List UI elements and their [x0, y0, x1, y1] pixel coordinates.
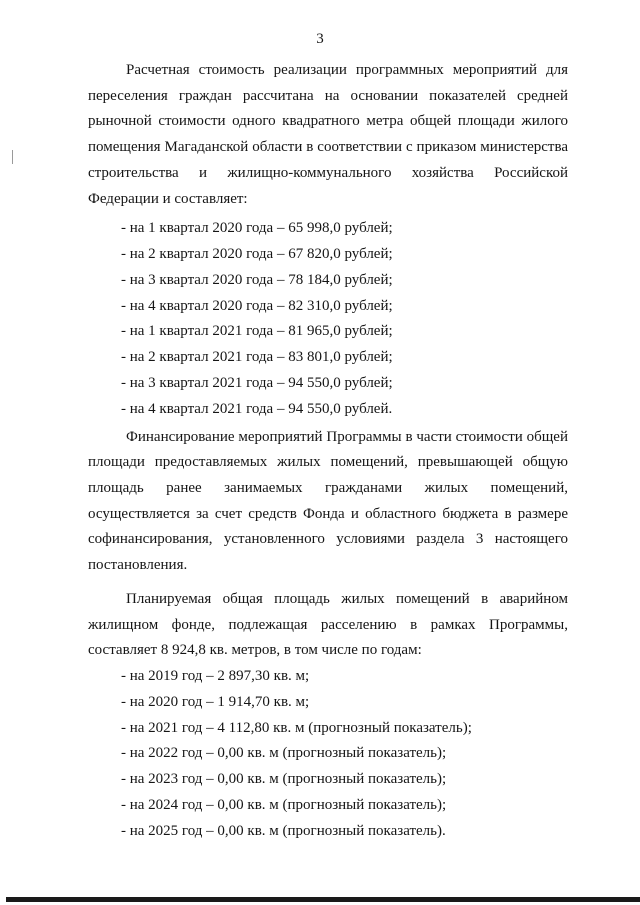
cost-list-item: - на 4 квартал 2021 года – 94 550,0 рублей.: [121, 400, 393, 417]
cost-list-item: - на 2 квартал 2021 года – 83 801,0 рублей;: [121, 349, 393, 366]
paragraph-financing: Финансирование мероприятий Программы в части стоимости общей площади предоставляемых жилых помещений, превышающей общую площадь ранее занимаемых гражданами жилых помещений, осуществляется за счет средств Фонда и областного бюджета в размере софинансирования, установленного условиями раздела 3 настоящего постановления.: [88, 428, 568, 574]
cost-list-item: - на 1 квартал 2021 года – 81 965,0 рублей;: [121, 323, 393, 340]
document-body: [88, 58, 568, 845]
paragraph-planned-area: Планируемая общая площадь жилых помещений в аварийном жилищном фонде, подлежащая расселению в рамках Программы, составляет 8 924,8 кв. метров, в том числе по годам:: [88, 590, 568, 659]
area-list-item: - на 2019 год – 2 897,30 кв. м;: [121, 667, 310, 684]
cost-list-item: - на 4 квартал 2020 года – 82 310,0 рублей;: [121, 297, 393, 314]
bottom-border-line: [6, 897, 640, 902]
area-list-item: - на 2023 год – 0,00 кв. м (прогнозный показатель);: [121, 771, 447, 788]
cost-list-item: - на 1 квартал 2020 года – 65 998,0 рублей;: [121, 220, 393, 237]
area-list-item: - на 2021 год – 4 112,80 кв. м (прогнозный показатель);: [121, 719, 472, 736]
cost-list: [88, 216, 568, 422]
cost-list-item: - на 3 квартал 2020 года – 78 184,0 рублей;: [121, 271, 393, 288]
scan-edge-mark: [12, 150, 13, 164]
page-number: 3: [316, 31, 324, 47]
area-list-item: - на 2025 год – 0,00 кв. м (прогнозный показатель).: [121, 822, 446, 839]
cost-list-item: - на 3 квартал 2021 года – 94 550,0 рублей;: [121, 375, 393, 391]
cost-list-item: - на 2 квартал 2020 года – 67 820,0 рублей;: [121, 246, 393, 263]
area-list-item: - на 2022 год – 0,00 кв. м (прогнозный показатель);: [121, 745, 447, 762]
area-list-item: - на 2020 год – 1 914,70 кв. м;: [121, 693, 310, 710]
area-list: [88, 664, 568, 845]
area-list-item: - на 2024 год – 0,00 кв. м (прогнозный показатель);: [121, 796, 447, 813]
paragraph-cost-basis: Расчетная стоимость реализации программных мероприятий для переселения граждан рассчитана на основании показателей средней рыночной стоимости одного квадратного метра общей площади жилого помещения Магаданской области в соответствии с приказом министерства строительства и жилищно-коммунального хозяйства Российской Федерации и составляет:: [88, 62, 568, 207]
